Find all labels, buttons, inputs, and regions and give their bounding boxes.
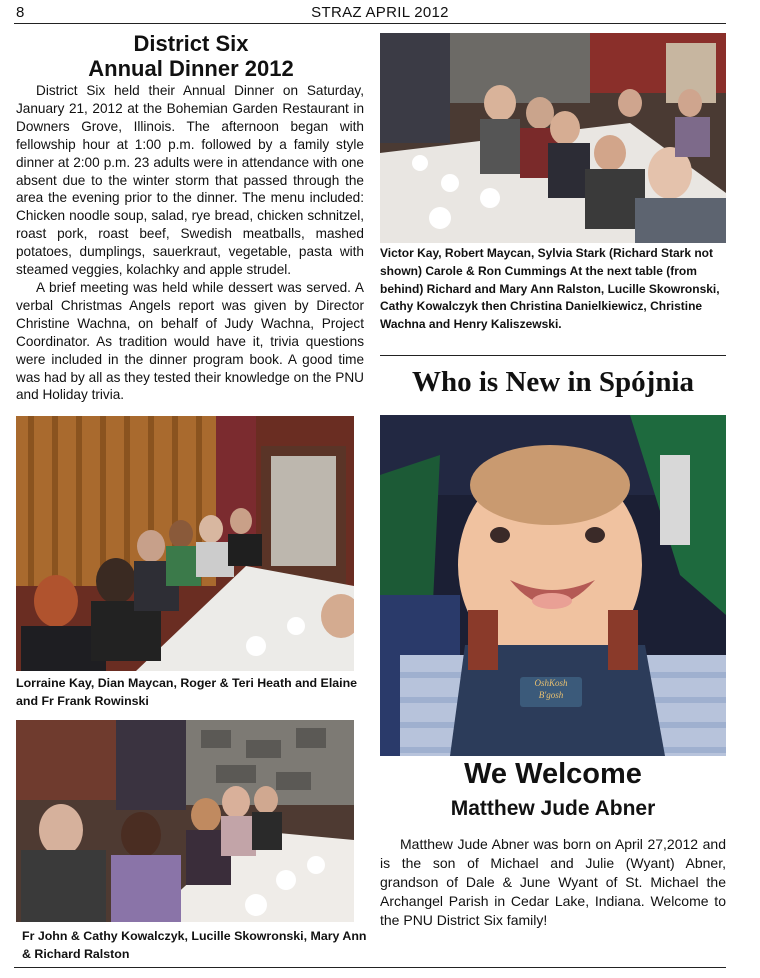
oshkosh-label-line1: OshKosh	[534, 678, 568, 688]
photo-caption-middle-left: Lorraine Kay, Dian Maycan, Roger & Teri Heath and Elaine and Fr Frank Rowinski	[16, 676, 358, 708]
dinner-photo-middle-left	[16, 416, 354, 671]
article-title-line2: Annual Dinner 2012	[88, 56, 294, 81]
oshkosh-label-line2: B'gosh	[538, 690, 564, 700]
footer-rule	[14, 967, 726, 968]
photo-caption-top-right: Victor Kay, Robert Maycan, Sylvia Stark (Richard Stark not shown) Carole & Ron Cummings At the next table (from behind) Richard and Mary Ann Ralston, Lucille Skowronski, Cathy Kowalczyk then Christina Danielkiewicz, Christine Wachna and Henry Kaliszewski.	[380, 246, 720, 332]
new-member-body	[380, 835, 726, 930]
article-paragraph: District Six held their Annual Dinner on Saturday, January 21, 2012 at the Bohemian Garden Restaurant in Downers Grove, Illinois. The afternoon began with fellowship hour at 1:00 p.m. followed by a family style dinner at 2:00 p.m. 23 adults were in attendance with one absent due to the winter storm that passed through the area the evening prior to the dinner. The menu included: Chicken noodle soup, salad, rye bread, chicken schnitzel, roast pork, roast beef, Swedish meatballs, mashed potatoes, dumplings, sauerkraut, vegetable, pasta with steamed veggies, kolachky and apple strudel.	[16, 83, 364, 278]
new-member-name: Matthew Jude Abner	[450, 797, 656, 820]
article-title-line1: District Six	[133, 31, 249, 56]
article-paragraph: A brief meeting was held while dessert was served. A verbal Christmas Angels report was given by Director Christine Wachna, on behalf of Judy Wachna, Project Coordinator. As tradition would have it, trivia questions were included in the dinner program book. A good time was had by all as they tested their knowledge on the PNU and Holiday trivia.	[16, 279, 364, 403]
oshkosh-label	[520, 677, 582, 707]
running-title: STRAZ APRIL 2012	[311, 4, 449, 21]
photo-caption-bottom-left: Fr John & Cathy Kowalczyk, Lucille Skowronski, Mary Ann & Richard Ralston	[22, 929, 367, 961]
baby-photo	[380, 415, 726, 756]
page-number: 8	[16, 4, 25, 21]
dinner-photo-bottom-left	[16, 720, 354, 922]
header-rule	[14, 23, 726, 24]
new-member-paragraph: Matthew Jude Abner was born on April 27,2012 and is the son of Michael and Julie (Wyant) Abner, grandson of Dale & June Wyant of St. Michael the Archangel Parish in Cedar Lake, Indiana. Welcome to the PNU District Six family!	[380, 836, 726, 928]
welcome-heading: We Welcome	[464, 758, 642, 790]
section-heading-who-is-new: Who is New in Spójnia	[411, 366, 694, 398]
dinner-photo-top-right	[380, 33, 726, 243]
article-body	[16, 82, 364, 404]
section-divider	[380, 355, 726, 356]
